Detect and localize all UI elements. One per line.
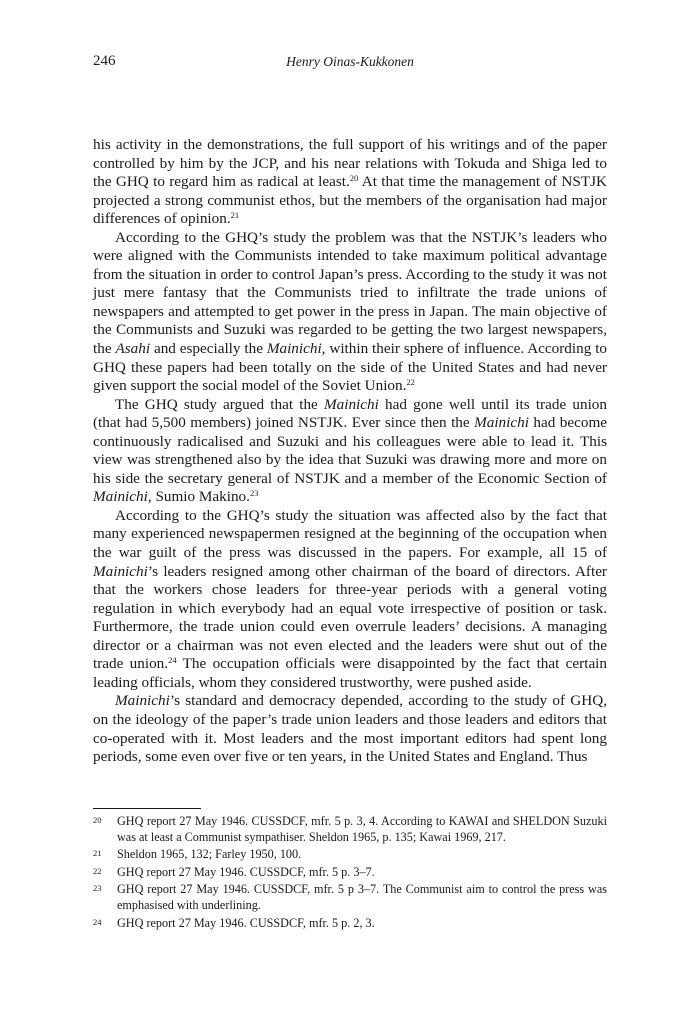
footnote-number: 22 — [93, 865, 102, 876]
italic-text: Mainichi — [93, 488, 148, 506]
paragraph — [93, 229, 607, 396]
footnote-text: GHQ report 27 May 1946. CUSSDCF, mfr. 5 p. 3–7. — [117, 864, 375, 879]
footnote-text: GHQ report 27 May 1946. CUSSDCF, mfr. 5 p. 3, 4. According to KAWAI and SHELDON Suzuki was at least a Communist sympathiser. Sheldon 1965, p. 135; Kawai 1969, 217. — [117, 814, 607, 844]
text-segment: ’s leaders resigned among other chairman of the board of directors. After that the workers chose leaders for three-year periods with a general voting regulation in which everybody had an equal vote irrespective of position or task. Furthermore, the trade union could even overrule leaders’ decisions. A managing director or a chairman was not even elected and the leaders were shut out of the trade union. — [93, 562, 607, 673]
footnote — [93, 882, 607, 913]
paragraph — [93, 692, 607, 766]
text-segment: his activity in the demonstrations, the full support of his writings and of the paper controlled by him by the JCP, and his near relations with Tokuda and Shiga led to the GHQ to regard him as radical at least. — [93, 136, 607, 191]
text-segment: , within their sphere of influence. According to GHQ these papers had been totally on the side of the United States and had never given support the social model of the Soviet Union. — [93, 340, 608, 395]
footnote — [93, 865, 607, 881]
footnote-text: Sheldon 1965, 132; Farley 1950, 100. — [117, 847, 302, 862]
paragraph — [93, 136, 607, 229]
footnote-reference: 23 — [249, 488, 259, 499]
footnote-number: 24 — [93, 916, 102, 927]
footnote-reference: 22 — [406, 377, 415, 388]
text-segment: The GHQ study argued that the — [115, 395, 324, 413]
running-title: Henry Oinas-Kukkonen — [286, 54, 414, 69]
text-segment: According to the GHQ’s study the problem was that the NSTJK’s leaders who were aligned with the Communists intended to take maximum political advantage from the situation in order to control Japan’s press. According to the study it was not just mere fantasy that the Communists tried to infiltrate the trade unions of newspapers and attempted to get power in the press in Japan. The main objective of the Communists and Suzuki was regarded to be getting the two largest newspapers, the — [93, 228, 607, 358]
text-segment: ’s standard and democracy depended, according to the study of GHQ, on the ideology of the paper’s trade union leaders and those leaders and editors that co-operated with it. Most leaders and the most important editors had spent long periods, some even over five or ten years, in the United States and England. Thus — [93, 692, 607, 766]
italic-text: Mainichi — [474, 414, 529, 432]
footnote-text: GHQ report 27 May 1946. CUSSDCF, mfr. 5 p 3–7. The Communist aim to control the press was emphasised with underlining. — [117, 882, 607, 912]
text-segment: According to the GHQ’s study the situation was affected also by the fact that many experienced newspapermen resigned at the beginning of the occupation when the war guilt of the press was discussed in the papers. For example, all 15 of — [93, 506, 607, 562]
footnote-reference: 20 — [349, 173, 359, 184]
body-text — [93, 136, 607, 767]
footnote — [93, 916, 607, 932]
footnote — [93, 814, 607, 845]
text-segment: At that time the management of NSTJK projected a strong communist ethos, but the members of the organisation had major differences of opinion. — [93, 173, 607, 228]
page-number: 246 — [93, 53, 116, 69]
text-segment: and especially the — [150, 340, 267, 358]
footnotes — [93, 814, 607, 933]
paragraph — [93, 396, 607, 507]
footnote-reference: 21 — [230, 210, 240, 221]
footnote-number: 20 — [93, 815, 102, 825]
italic-text: Mainichi — [115, 692, 170, 710]
italic-text: Mainichi — [324, 395, 379, 413]
footnote-text: GHQ report 27 May 1946. CUSSDCF, mfr. 5 p. 2, 3. — [117, 915, 375, 930]
footnote — [93, 847, 607, 863]
text-segment: had gone well until its trade union (that had 5,500 members) joined NSTJK. Ever since then the — [93, 395, 607, 432]
italic-text: Asahi — [115, 340, 151, 358]
page-header — [93, 53, 607, 75]
italic-text: Mainichi — [93, 562, 148, 580]
paragraph — [93, 507, 607, 692]
text-segment: , Sumio Makino. — [147, 488, 250, 506]
italic-text: Mainichi — [266, 340, 322, 358]
footnote-number: 23 — [93, 883, 102, 894]
text-segment: had become continuously radicalised and Suzuki and his colleagues were able to lead it. This view was strengthened also by the idea that Suzuki was drawing more and more on his side the secretary general of NSTJK and a member of the Economic Section of — [93, 414, 607, 487]
footnote-divider — [93, 808, 201, 809]
footnote-number: 21 — [93, 848, 102, 859]
footnote-reference: 24 — [168, 655, 177, 666]
text-segment: The occupation officials were disappointed by the fact that certain leading officials, whom they considered trustworthy, were pushed aside. — [93, 655, 607, 691]
